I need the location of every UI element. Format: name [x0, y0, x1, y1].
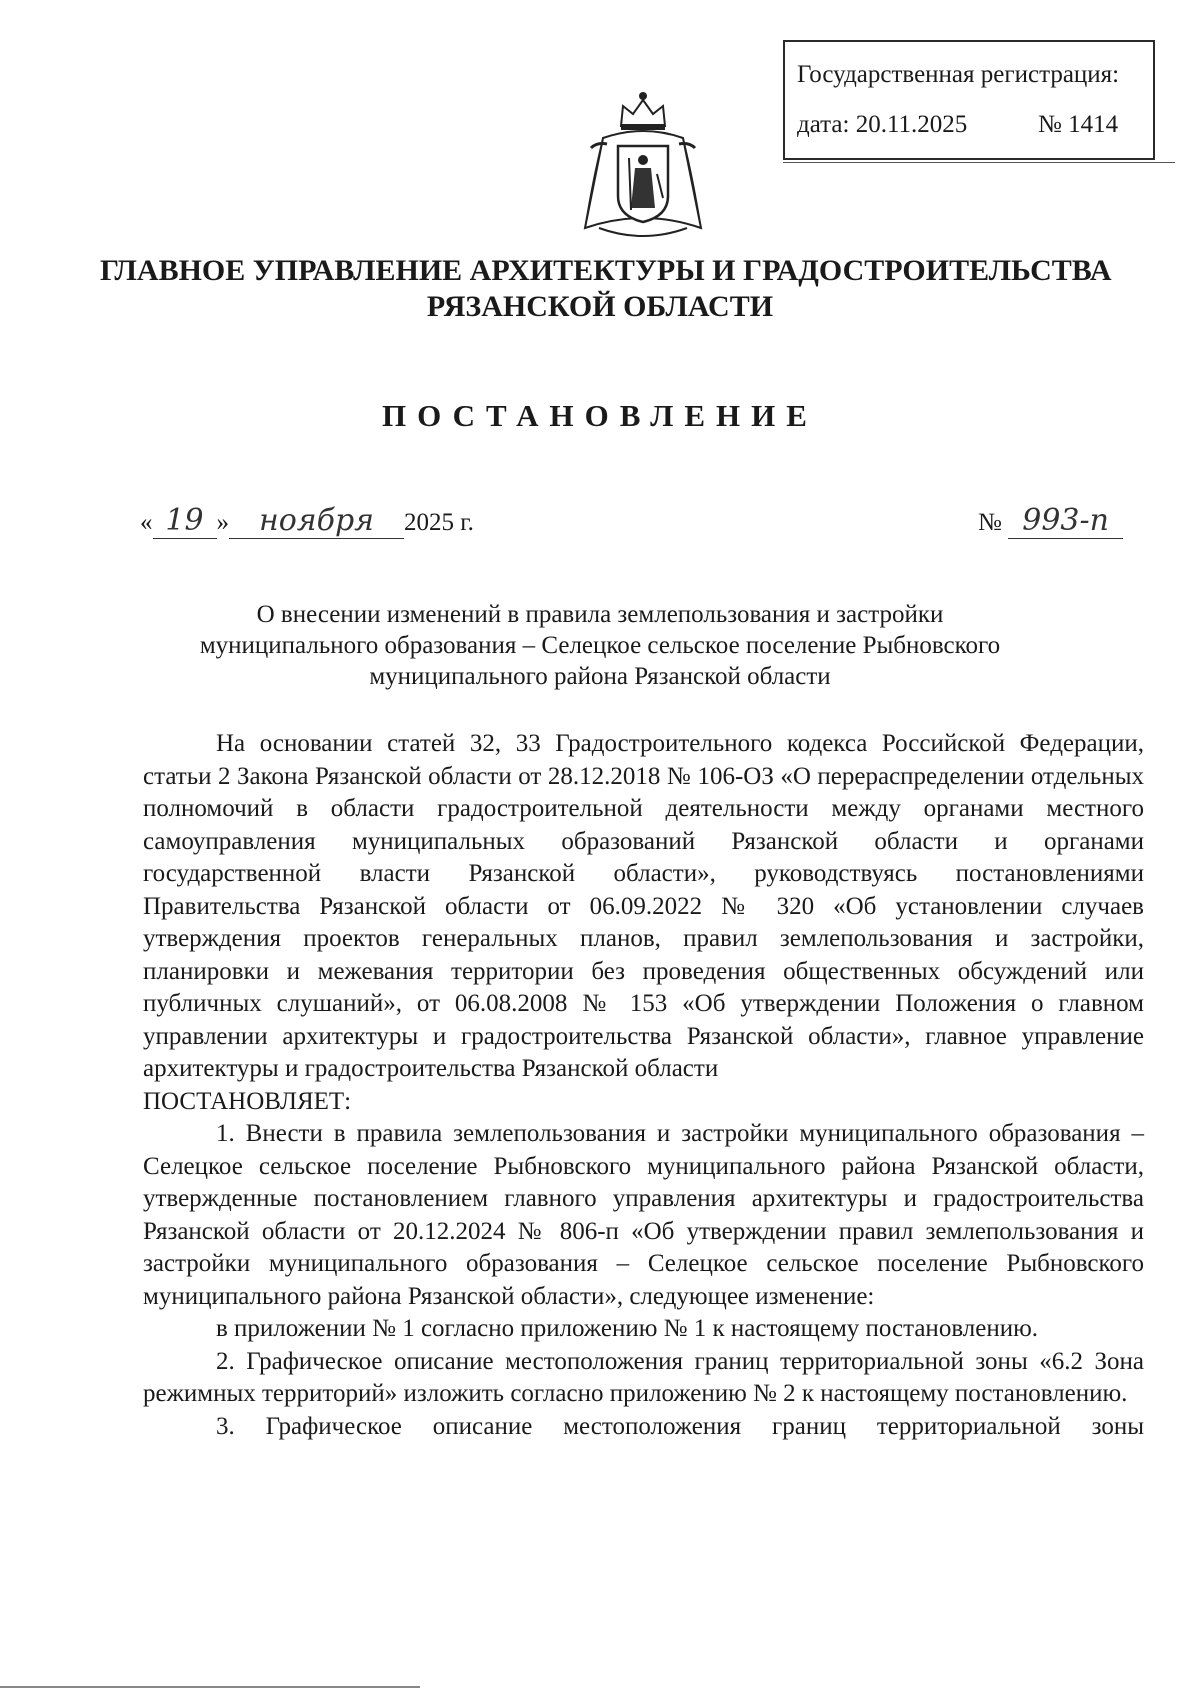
date-year: 2025 г.: [404, 509, 474, 536]
subject-line2: муниципального образования – Селецкое сельское поселение Рыбновского: [199, 632, 1001, 659]
document-type: ПОСТАНОВЛЕНИЕ: [382, 398, 818, 433]
document-number: [978, 503, 1123, 539]
date-month-handwritten: ноября: [229, 503, 404, 539]
date-day-handwritten: 19: [153, 503, 217, 539]
registration-stamp: [783, 40, 1155, 160]
date-open-quote: «: [140, 509, 153, 536]
item-2-paragraph: 2. Графическое описание местоположения границ территориальной зоны «6.2 Зона режимных территорий» изложить согласно приложению № 2 к настоящему постановлению.: [143, 1347, 1144, 1407]
number-handwritten: 993-п: [1008, 503, 1123, 539]
item-3-paragraph: 3. Графическое описание местоположения границ территориальной зоны: [216, 1412, 1144, 1440]
item-1-subparagraph: в приложении № 1 согласно приложению № 1 к настоящему постановлению.: [216, 1315, 1039, 1342]
document-body: [143, 728, 1144, 1443]
decree-word: ПОСТАНОВЛЯЕТ:: [143, 1087, 352, 1115]
ryazan-coat-of-arms-icon: [573, 88, 713, 248]
document-subject: [120, 599, 1080, 692]
registration-underline: [783, 162, 1175, 163]
number-prefix: №: [978, 509, 1002, 536]
item-1-paragraph: 1. Внести в правила землепользования и застройки муниципального образования – Селецкое сельское поселение Рыбновского муниципального района Рязанской области, утвержденные постановлением главного управления архитектуры и градостроительства Рязанской области от 20.12.2024 № 806-п «Об утверждении правил землепользования и застройки муниципального образования – Селецкое сельское поселение Рыбновского муниципального района Рязанской области», следующее изменение:: [143, 1120, 1144, 1310]
subject-line3: муниципального района Рязанской области: [369, 663, 831, 690]
registration-date: дата: 20.11.2025: [797, 111, 968, 138]
date-close-quote: »: [216, 509, 229, 536]
registration-number: № 1414: [1038, 111, 1119, 138]
organization-title-line1: ГЛАВНОЕ УПРАВЛЕНИЕ АРХИТЕКТУРЫ И ГРАДОСТРОИТЕЛЬСТВА: [100, 254, 1112, 287]
preamble-paragraph: На основании статей 32, 33 Градостроительного кодекса Российской Федерации, статьи 2 Закона Рязанской области от 28.12.2018 № 106-ОЗ «О перераспределении отдельных полномочий в области градостроительной деятельности между органами местного самоуправления муниципальных образований Рязанской области и органами государственной власти Рязанской области», руководствуясь постановлениями Правительства Рязанской области от 06.09.2022 № 320 «Об установлении случаев утверждения проектов генеральных планов, правил землепользования и застройки, планировки и межевания территории без проведения общественных обсуждений или публичных слушаний», от 06.08.2008 № 153 «Об утверждении Положения о главном управлении архитектуры и градостроительства Рязанской области», главное управление архитектуры и градостроительства Рязанской области: [143, 730, 1144, 1082]
page-bottom-rule: [0, 1686, 420, 1688]
subject-line1: О внесении изменений в правила землепользования и застройки: [256, 601, 944, 628]
registration-title: Государственная регистрация:: [797, 61, 1120, 88]
document-date: [140, 503, 474, 539]
organization-title-line2: РЯЗАНСКОЙ ОБЛАСТИ: [426, 290, 774, 323]
